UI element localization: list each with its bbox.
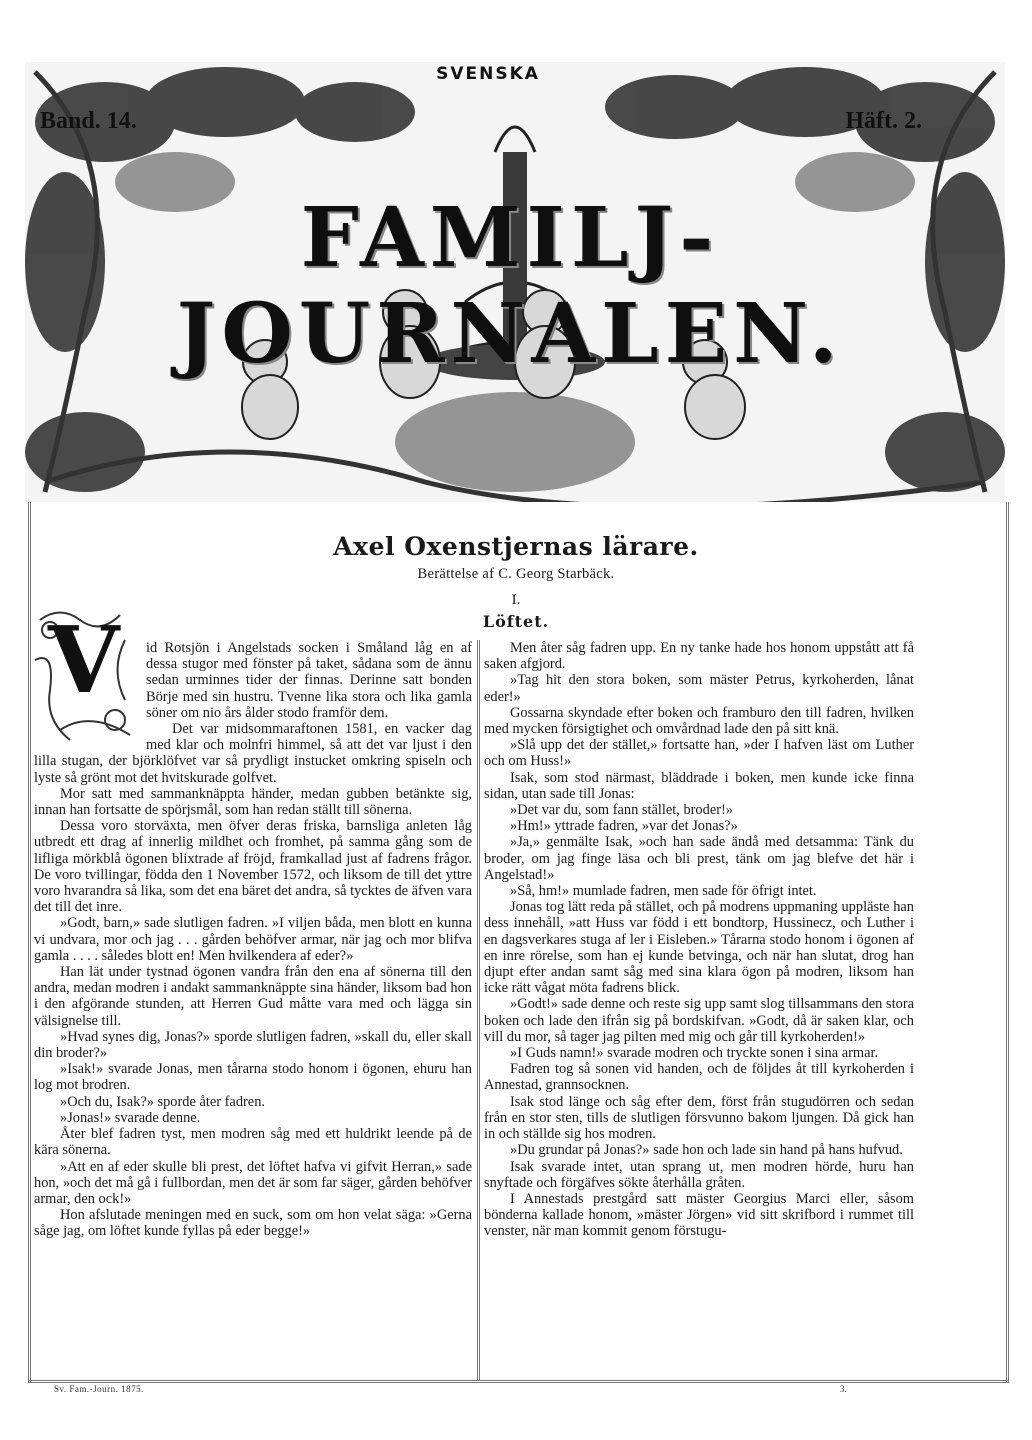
masthead-svenska: SVENSKA — [436, 64, 540, 84]
right-column — [484, 640, 914, 1240]
paragraph: Det var midsommaraftonen 1581, en vacker dag med klar och molnfri himmel, så att det var ljust i den lilla stugan, der björklöfvet var så prydligt instucket omkring spiseln och lyste så grönt mot det hvitskurade golfvet. — [34, 721, 472, 786]
paragraph: Men åter såg fadren upp. En ny tanke hade hos honom uppstått att få saken afgjord. — [484, 640, 914, 673]
paragraph: I Annestads prestgård satt mäster Georgius Marci eller, såsom bönderna kallade honom, »mäster Jörgen» vid sitt skrifbord i rummet till venster, när man kommit genom förstugu- — [484, 1190, 914, 1240]
paragraph: Mor satt med sammanknäppta händer, medan gubben betänkte sig, innan han fortsatte de spörjsmål, som han redan ställt till sönerna. — [34, 785, 472, 819]
paragraph: »Hm!» yttrade fadren, »var det Jonas?» — [510, 818, 738, 835]
paragraph: »Godt!» sade denne och reste sig upp samt slog tillsammans den stora boken och lade den ifrån sig på bordskifvan. »Godt, då är saken klar, och vill du mor, så tager jag pilten med mig och går till kyrkoherden!» — [484, 996, 914, 1045]
paragraph: »Och du, Isak?» sporde åter fadren. — [60, 1093, 265, 1110]
paragraph: Åter blef fadren tyst, men modren såg med ett huldrikt leende på de kära sönerna. — [34, 1126, 472, 1159]
paragraph: »Det var du, som fann stället, broder!» — [510, 802, 733, 819]
paragraph: id Rotsjön i Angelstads socken i Småland låg en af dessa stugor med fönster på taket, sådana som de ännu sedan urminnes tider der finnas. Derinne satt bonden Börje med sin hustru. Tvenne lika stora och lika gamla söner om nio års ålder stodo framför dem. — [146, 640, 472, 721]
paragraph: »Jonas!» svarade denne. — [60, 1109, 201, 1126]
footer-signature: 3. — [840, 1384, 847, 1394]
paragraph: »Isak!» svarade Jonas, men tårarna stodo honom i ögonen, ehuru han log mot brodren. — [34, 1061, 472, 1094]
left-column — [34, 606, 472, 1240]
paragraph: »Godt, barn,» sade slutligen fadren. »I viljen båda, men blott en kunna vi undvara, mor och jag . . . gården behöfver armar, när jag och mor blifva gamla . . . . således blott en! Men hvilkendera af eder?» — [34, 915, 472, 964]
paragraph: Isak stod länge och såg efter dem, först från stugudörren och sedan från en stor sten, tills de slutligen försvunno bakom ljungen. Då gick han in och ställde sig hos modren. — [484, 1093, 914, 1143]
chapter-title: Löftet. — [482, 612, 550, 631]
issue-label: Häft. 2. — [845, 108, 922, 134]
footer-journal-year: Sv. Fam.-Journ. 1875. — [54, 1384, 144, 1394]
paragraph: Hon afslutade meningen med en suck, som om hon velat säga: »Gerna såge jag, om löftet kunde fyllas på eder begge!» — [34, 1207, 472, 1240]
paragraph: »Slå upp det der stället,» fortsatte han, »der I hafven läst om Luther och om Huss!» — [484, 737, 914, 770]
paragraph: Dessa voro storväxta, men öfver deras friska, barnsliga anleten låg utbredt ett drag af innerlig mildhet och fromhet, på samma gång som de lifliga mörkblå ögonen blixtrade af fröjd, framkallad just af fadrens frågor. De voro tvillingar, födda den 1 November 1572, och liksom de till det yttre voro hvarandra så lika, som det ena bäret det andra, så tycktes de äfven vara det till det inre. — [34, 818, 472, 916]
paragraph: Han lät under tystnad ögonen vandra från den ena af sönerna till den andra, medan modren i andakt sammanknäppte sina händer, liksom bad hon i den afgörande stunden, att Herren Gud måtte vara med och lägga sin välsignelse till. — [34, 964, 472, 1029]
paragraph: Jonas tog lätt reda på stället, och på modrens uppmaning uppläste han dess innehåll, »att Huss var född i ett bondtorp, Hussinecz, och Luther i en dagsverkares stuga af ler i Eisleben.» Tårarna stodo honom i ögonen af en inre rörelse, som han ej kunde betvinga, och när han slutat, drog han djupt efter andan samt såg med sina klara ögon på modren, liksom han icke rätt vågat möta fadrens blick. — [484, 899, 914, 997]
paragraph: Isak, som stod närmast, bläddrade i boken, men kunde icke finna sidan, utan sade till Jonas: — [484, 769, 914, 802]
paragraph: Gossarna skyndade efter boken och framburo den till fadren, hvilken med mycken försigtighet och omvårdnad lade den på sitt knä. — [484, 704, 914, 738]
frame-bottom-rule — [28, 1380, 1009, 1383]
chapter-number: I. — [511, 592, 521, 608]
journal-title: FAMILJ-JOURNALEN. — [176, 190, 844, 382]
column-divider — [477, 640, 480, 1380]
ornamental-initial — [30, 600, 138, 746]
paragraph: »I Guds namn!» svarade modren och tryckte sonen i sina armar. — [510, 1045, 879, 1062]
paragraph: »Tag hit den stora boken, som mäster Petrus, kyrkoherden, lånat eder!» — [484, 672, 914, 705]
volume-label: Band. 14. — [40, 108, 137, 134]
paragraph: »Du grundar på Jonas?» sade hon och lade sin hand på hans hufvud. — [510, 1142, 903, 1159]
paragraph: »Hvad synes dig, Jonas?» sporde slutligen fadren, »skall du, eller skall din broder?» — [34, 1028, 472, 1062]
paragraph: Isak svarade intet, utan sprang ut, men modren hörde, huru han snyftade och förgäfves sökte återhålla gråten. — [484, 1158, 914, 1191]
article-byline: Berättelse af C. Georg Starbäck. — [417, 566, 615, 582]
initial-letter: V — [48, 606, 120, 714]
paragraph: Fadren tog så sonen vid handen, och de följdes åt till kyrkoherden i Annestad, grannsocknen. — [484, 1061, 914, 1094]
article-title: Axel Oxenstjernas lärare. — [333, 532, 699, 561]
paragraph: »Ja,» genmälte Isak, »och han sade ändå med detsamma: Tänk du broder, om jag finge läsa och bli prest, tänk om jag blefve det här i Angelstad!» — [484, 834, 914, 883]
paragraph: »Att en af eder skulle bli prest, det löftet hafva vi gifvit Herran,» sade hon, »och det må gå i fullbordan, men det är som far säger, gården behöfver armar, den ock!» — [34, 1158, 472, 1207]
paragraph: »Så, hm!» mumlade fadren, men sade för öfrigt intet. — [510, 883, 817, 900]
